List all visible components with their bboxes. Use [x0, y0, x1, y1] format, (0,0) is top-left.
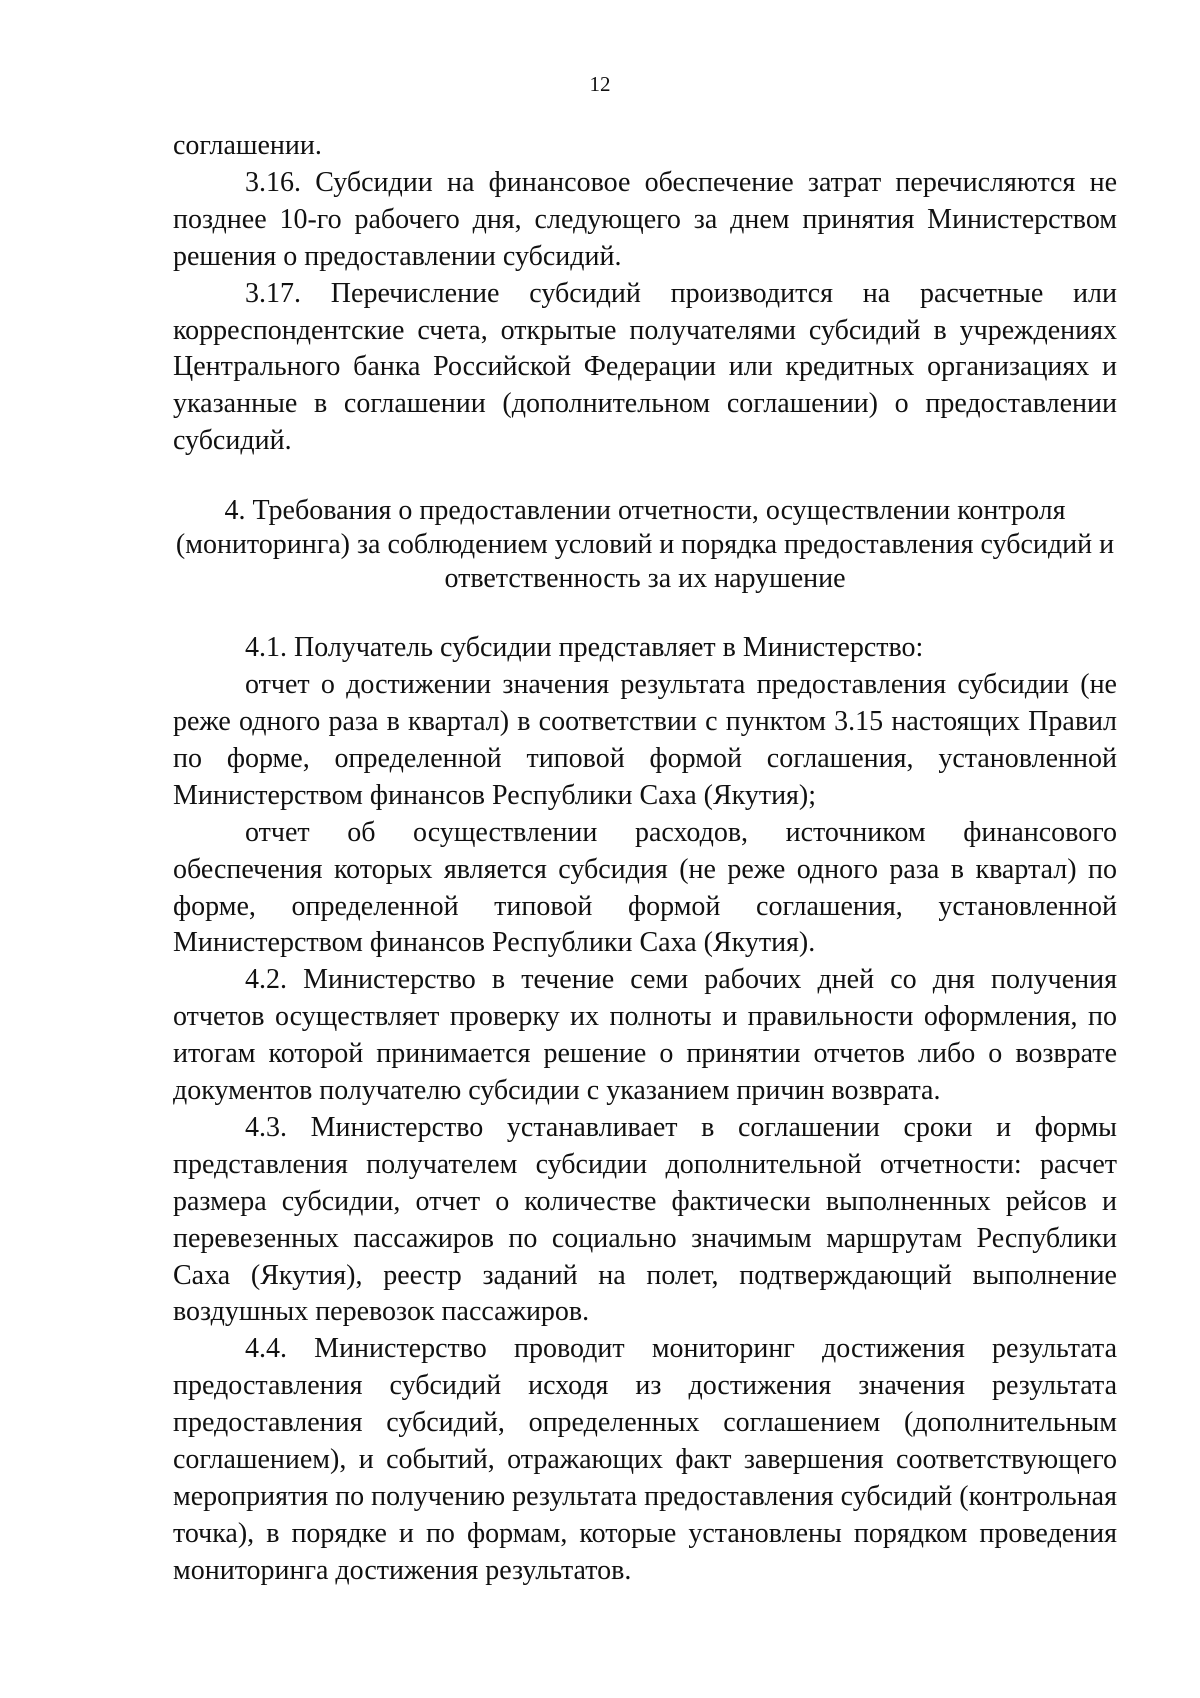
- paragraph-3-16: 3.16. Субсидии на финансовое обеспечение затрат перечисляются не позднее 10-го рабочего дня, следующего за днем принятия Министерством решения о предоставлении субсидий.: [173, 166, 1117, 272]
- paragraph-4-1-report-result: отчет о достижении значения результата предоставления субсидии (не реже одного раза в квартал) в соответствии с пунктом 3.15 настоящих Правил по форме, определенной типовой формой соглашения, установленной Министерством финансов Республики Саха (Якутия);: [173, 669, 1117, 811]
- document-body: [173, 128, 1117, 1590]
- paragraph-3-17: 3.17. Перечисление субсидий производится на расчетные или корреспондентские счета, открытые получателями субсидий в учреждениях Центрального банка Российской Федерации или кредитных организациях и указанные в соглашении (дополнительном соглашении) о предоставлении субсидий.: [173, 277, 1117, 457]
- paragraph-4-2: 4.2. Министерство в течение семи рабочих дней со дня получения отчетов осуществляет проверку их полноты и правильности оформления, по итогам которой принимается решение о принятии отчетов либо о возврате документов получателю субсидии с указанием причин возврата.: [173, 964, 1117, 1107]
- paragraph-continuation: соглашении.: [173, 130, 322, 161]
- paragraph-4-3: 4.3. Министерство устанавливает в соглашении сроки и формы представления получателем субсидии дополнительной отчетности: расчет размера субсидии, отчет о количестве фактически выполненных рейсов и перевезенных пассажиров по социально значимым маршрутам Республики Саха (Якутия), реестр заданий на полет, подтверждающий выполнение воздушных перевозок пассажиров.: [173, 1111, 1117, 1328]
- page-number: 12: [589, 72, 611, 96]
- paragraph-4-1-report-expenses: отчет об осуществлении расходов, источником финансового обеспечения которых является субсидия (не реже одного раза в квартал) по форме, определенной типовой формой соглашения, установленной Министерством финансов Республики Саха (Якутия).: [173, 816, 1117, 959]
- paragraph-4-4: 4.4. Министерство проводит мониторинг достижения результата предоставления субсидий исходя из достижения значения результата предоставления субсидий, определенных соглашением (дополнительным соглашением), и событий, отражающих факт завершения соответствующего мероприятия по получению результата предоставления субсидий (контрольная точка), в порядке и по формам, которые установлены порядком проведения мониторинга достижения результатов.: [173, 1333, 1117, 1586]
- paragraph-4-1: 4.1. Получатель субсидии представляет в Министерство:: [245, 632, 924, 664]
- section-4-heading: 4. Требования о предоставлении отчетности, осуществлении контроля (мониторинга) за соблюдением условий и порядка предоставления субсидий и ответственность за их нарушение: [175, 495, 1115, 595]
